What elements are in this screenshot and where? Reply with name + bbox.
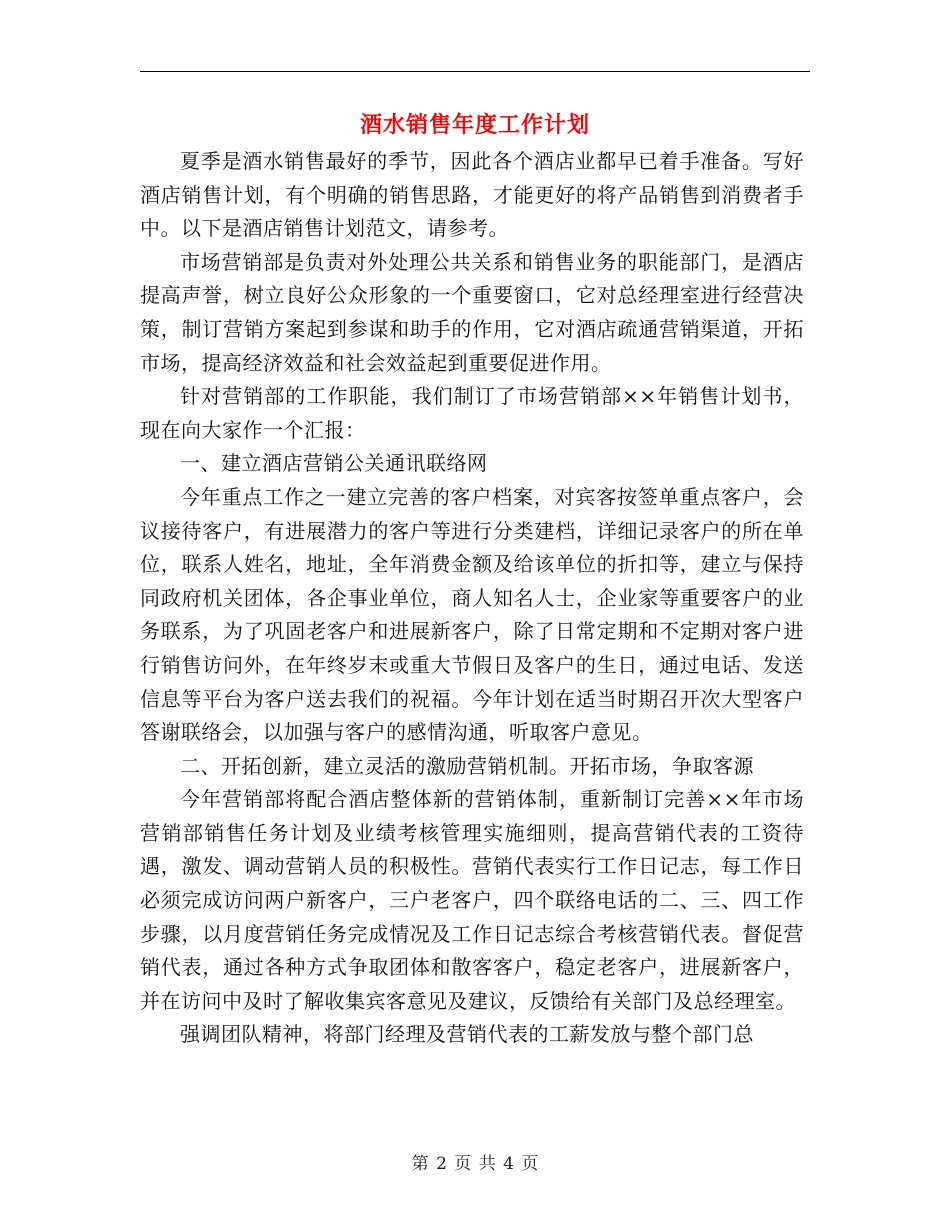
document-body [140, 145, 804, 1052]
section-heading-1: 一、建立酒店营销公关通讯联络网 [180, 451, 488, 476]
paragraph-plan-report: 针对营销部的工作职能，我们制订了市场营销部××年销售计划书，现在向大家作一个汇报： [140, 384, 804, 442]
paragraph-customer-records: 今年重点工作之一建立完善的客户档案，对宾客按签单重点客户，会议接待客户，有进展潜力的客户等进行分类建档，详细记录客户的所在单位，联系人姓名，地址，全年消费金额及给该单位的折扣等，建立与保持同政府机关团体，各企事业单位，商人知名人士，企业家等重要客户的业务联系，为了巩固老客户和进展新客户，除了日常定期和不定期对客户进行销售访问外，在年终岁末或重大节假日及客户的生日，通过电话、发送信息等平台为客户送去我们的祝福。今年计划在适当时期召开次大型客户答谢联络会，以加强与客户的感情沟通，听取客户意见。 [140, 484, 804, 745]
paragraph-team-spirit: 强调团队精神，将部门经理及营销代表的工薪发放与整个部门总 [180, 1022, 754, 1047]
paragraph-intro: 夏季是酒水销售最好的季节，因此各个酒店业都早已着手准备。写好酒店销售计划，有个明确的销售思路，才能更好的将产品销售到消费者手中。以下是酒店销售计划范文，请参考。 [140, 149, 804, 241]
section-heading-2: 二、开拓创新，建立灵活的激励营销机制。开拓市场，争取客源 [180, 753, 754, 778]
document-title: 酒水销售年度工作计划 [359, 112, 590, 138]
paragraph-department-role: 市场营销部是负责对外处理公共关系和销售业务的职能部门，是酒店提高声誉，树立良好公众形象的一个重要窗口，它对总经理室进行经营决策，制订营销方案起到参谋和助手的作用，它对酒店疏通营销渠道，开拓市场，提高经济效益和社会效益起到重要促进作用。 [140, 249, 804, 375]
paragraph-incentive-mechanism: 今年营销部将配合酒店整体新的营销体制，重新制订完善××年市场营销部销售任务计划及业绩考核管理实施细则，提高营销代表的工资待遇，激发、调动营销人员的积极性。营销代表实行工作日记志，每工作日必须完成访问两户新客户，三户老客户，四个联络电话的二、三、四工作步骤，以月度营销任务完成情况及工作日记志综合考核营销代表。督促营销代表，通过各种方式争取团体和散客客户，稳定老客户，进展新客户，并在访问中及时了解收集宾客意见及建议，反馈给有关部门及总经理室。 [140, 787, 804, 1013]
page-number-footer: 第 2 页 共 4 页 [411, 1154, 539, 1174]
header-rule [140, 71, 810, 72]
